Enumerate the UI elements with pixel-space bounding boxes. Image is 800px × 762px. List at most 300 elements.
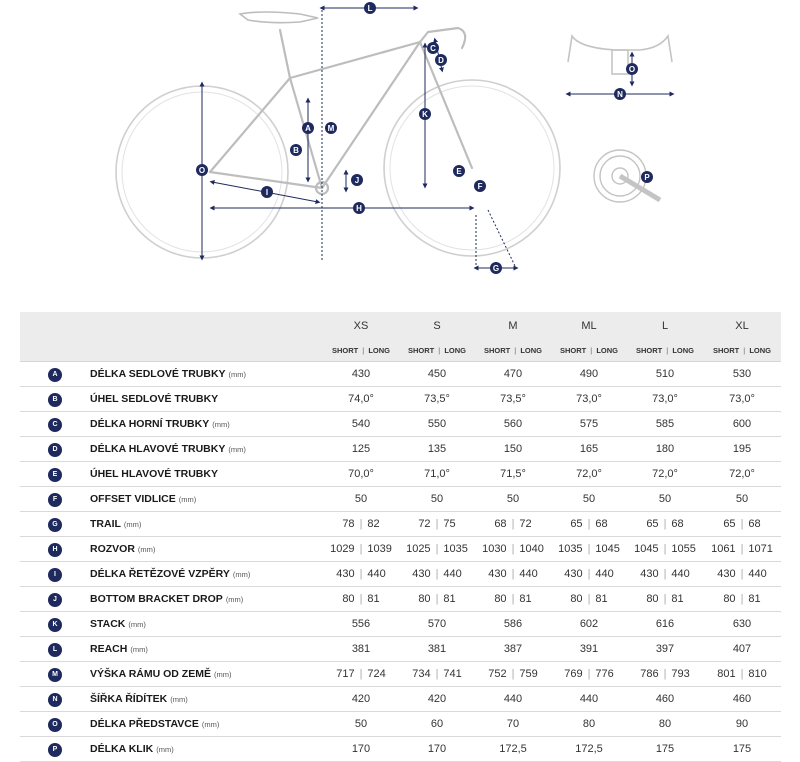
parameter-name: DÉLKA PŘEDSTAVCE	[90, 718, 199, 730]
value-long: 1071	[748, 543, 773, 555]
letter-badge: H	[48, 543, 62, 557]
value-short: 80	[342, 593, 355, 605]
value-short: 430	[640, 568, 659, 580]
value-short: 71,5°	[500, 468, 526, 480]
value-short: 391	[579, 643, 599, 655]
parameter-name: DÉLKA HORNÍ TRUBKY	[90, 418, 210, 430]
letter-badge: N	[48, 693, 62, 707]
value-long: 741	[443, 668, 462, 680]
value-short: 490	[579, 368, 599, 380]
value-cell	[627, 362, 703, 387]
value-long: 81	[595, 593, 608, 605]
separator: |	[359, 518, 363, 530]
diagram-label-M: M	[327, 124, 335, 133]
separator: |	[590, 346, 593, 355]
separator: |	[743, 346, 746, 355]
value-cell	[475, 412, 551, 437]
row-letter-cell	[20, 587, 90, 612]
geometry-row	[20, 487, 781, 512]
value-cell	[703, 412, 781, 437]
value-short: 195	[732, 443, 752, 455]
value-cell	[323, 637, 399, 662]
value-short: 734	[412, 668, 431, 680]
value-cell	[475, 612, 551, 637]
row-letter-cell	[20, 437, 90, 462]
parameter-name-cell	[90, 537, 323, 562]
parameter-unit: (mm)	[228, 445, 246, 454]
value-short: 1035	[558, 543, 583, 555]
separator: |	[511, 593, 515, 605]
value-short: 72,0°	[576, 468, 602, 480]
header-empty	[20, 312, 90, 340]
long-label: LONG	[596, 346, 619, 355]
value-cell	[703, 662, 781, 687]
parameter-unit: (mm)	[178, 495, 197, 504]
row-letter-cell	[20, 412, 90, 437]
value-cell	[703, 437, 781, 462]
value-short: 420	[427, 693, 447, 705]
parameter-name: STACK	[90, 618, 126, 630]
letter-badge: A	[48, 368, 62, 382]
geometry-row	[20, 587, 781, 612]
value-cell	[551, 437, 627, 462]
parameter-name-cell	[90, 662, 323, 687]
separator: |	[663, 518, 667, 530]
value-short: 73,0°	[652, 393, 678, 405]
value-short: 570	[427, 618, 447, 630]
value-short: 73,5°	[424, 393, 450, 405]
value-cell	[323, 512, 399, 537]
value-short: 460	[655, 693, 675, 705]
letter-badge: G	[48, 518, 62, 532]
value-short: 450	[427, 368, 447, 380]
value-cell	[323, 587, 399, 612]
parameter-name: ŠÍŘKA ŘÍDÍTEK	[90, 693, 168, 705]
value-cell	[399, 537, 475, 562]
value-short: 510	[655, 368, 675, 380]
parameter-name-cell	[90, 437, 323, 462]
value-cell	[627, 412, 703, 437]
parameter-name: ÚHEL SEDLOVÉ TRUBKY	[90, 393, 219, 405]
letter-badge: M	[48, 668, 62, 682]
geometry-table	[20, 312, 781, 762]
value-short: 80	[582, 718, 596, 730]
subheader-empty	[20, 340, 90, 362]
value-cell	[703, 562, 781, 587]
geometry-row	[20, 687, 781, 712]
value-long: 68	[748, 518, 761, 530]
separator: |	[740, 668, 744, 680]
value-long: 75	[443, 518, 456, 530]
value-cell	[551, 612, 627, 637]
value-short: 170	[351, 743, 371, 755]
separator: |	[740, 543, 744, 555]
value-cell	[627, 687, 703, 712]
parameter-name: ÚHEL HLAVOVÉ TRUBKY	[90, 468, 218, 480]
parameter-name: DÉLKA KLIK	[90, 743, 154, 755]
diagram-label-L: L	[367, 4, 373, 13]
size-header-l: L	[627, 312, 703, 340]
value-cell	[703, 687, 781, 712]
short-label: SHORT	[635, 346, 663, 355]
value-cell	[475, 387, 551, 412]
value-short: 50	[582, 493, 596, 505]
value-cell	[475, 512, 551, 537]
value-cell	[627, 712, 703, 737]
value-cell	[703, 737, 781, 762]
size-header-ml: ML	[551, 312, 627, 340]
separator: |	[359, 593, 363, 605]
value-short: 90	[735, 718, 749, 730]
value-cell	[323, 362, 399, 387]
value-short: 1061	[711, 543, 736, 555]
value-short: 72	[418, 518, 431, 530]
diagram-label-E: E	[456, 167, 462, 176]
value-short: 600	[732, 418, 752, 430]
separator: |	[359, 568, 363, 580]
separator: |	[663, 568, 667, 580]
parameter-name-cell	[90, 562, 323, 587]
letter-badge: O	[48, 718, 62, 732]
value-short: 175	[655, 743, 675, 755]
value-cell	[323, 562, 399, 587]
parameter-name-cell	[90, 462, 323, 487]
geometry-row	[20, 362, 781, 387]
value-cell	[551, 487, 627, 512]
value-cell	[703, 712, 781, 737]
value-cell	[399, 487, 475, 512]
letter-badge: E	[48, 468, 62, 482]
value-long: 440	[443, 568, 462, 580]
value-short: 460	[732, 693, 752, 705]
short-label: SHORT	[483, 346, 511, 355]
value-long: 1039	[367, 543, 392, 555]
geometry-row	[20, 512, 781, 537]
value-short: 530	[732, 368, 752, 380]
value-short: 72,0°	[652, 468, 678, 480]
value-cell	[551, 462, 627, 487]
value-short: 1045	[634, 543, 659, 555]
value-cell	[703, 612, 781, 637]
size-header-xl: XL	[703, 312, 781, 340]
value-cell	[551, 387, 627, 412]
value-cell	[703, 362, 781, 387]
short-label: SHORT	[712, 346, 740, 355]
short-long-label	[551, 340, 627, 362]
value-cell	[475, 362, 551, 387]
value-short: 575	[579, 418, 599, 430]
value-short: 470	[503, 368, 523, 380]
value-cell	[399, 662, 475, 687]
value-short: 430	[412, 568, 431, 580]
letter-badge: F	[48, 493, 62, 507]
geometry-row	[20, 412, 781, 437]
diagram-label-J: J	[354, 176, 360, 185]
value-short: 65	[723, 518, 736, 530]
geometry-row	[20, 737, 781, 762]
value-cell	[703, 462, 781, 487]
separator: |	[511, 543, 515, 555]
value-cell	[627, 587, 703, 612]
parameter-name: BOTTOM BRACKET DROP	[90, 593, 223, 605]
value-long: 72	[519, 518, 532, 530]
value-long: 68	[595, 518, 608, 530]
parameter-name-cell	[90, 412, 323, 437]
parameter-unit: (mm)	[156, 745, 174, 754]
value-cell	[323, 537, 399, 562]
geometry-row	[20, 712, 781, 737]
value-short: 135	[427, 443, 447, 455]
value-cell	[627, 487, 703, 512]
letter-badge: C	[48, 418, 62, 432]
value-short: 430	[564, 568, 583, 580]
value-short: 387	[503, 643, 523, 655]
value-cell	[551, 662, 627, 687]
value-cell	[627, 562, 703, 587]
value-short: 752	[488, 668, 507, 680]
value-long: 724	[367, 668, 386, 680]
saddle	[240, 12, 318, 23]
subheader-empty	[90, 340, 323, 362]
parameter-name: ROZVOR	[90, 543, 135, 555]
letter-badge: L	[48, 643, 62, 657]
parameter-name: DÉLKA HLAVOVÉ TRUBKY	[90, 443, 226, 455]
separator: |	[666, 346, 669, 355]
value-cell	[703, 487, 781, 512]
value-long: 82	[367, 518, 380, 530]
parameter-unit: (mm)	[228, 370, 247, 379]
value-long: 81	[443, 593, 456, 605]
value-long: 81	[748, 593, 761, 605]
letter-badge: B	[48, 393, 62, 407]
value-short: 786	[640, 668, 659, 680]
value-short: 430	[488, 568, 507, 580]
parameter-name-cell	[90, 512, 323, 537]
value-short: 540	[351, 418, 371, 430]
value-cell	[551, 737, 627, 762]
value-cell	[703, 387, 781, 412]
value-short: 381	[427, 643, 447, 655]
value-short: 769	[564, 668, 583, 680]
separator: |	[435, 543, 439, 555]
geometry-row	[20, 612, 781, 637]
value-short: 50	[506, 493, 520, 505]
value-cell	[703, 637, 781, 662]
value-short: 60	[430, 718, 444, 730]
value-short: 560	[503, 418, 523, 430]
short-long-label	[627, 340, 703, 362]
size-header-xs: XS	[323, 312, 399, 340]
value-cell	[475, 437, 551, 462]
value-cell	[551, 412, 627, 437]
value-cell	[627, 437, 703, 462]
value-short: 80	[658, 718, 672, 730]
long-label: LONG	[672, 346, 695, 355]
value-long: 81	[519, 593, 532, 605]
value-cell	[323, 737, 399, 762]
diagram-label-G: G	[492, 264, 500, 273]
parameter-name-cell	[90, 737, 323, 762]
value-long: 810	[748, 668, 767, 680]
value-cell	[399, 512, 475, 537]
value-cell	[323, 462, 399, 487]
value-cell	[399, 587, 475, 612]
parameter-name: OFFSET VIDLICE	[90, 493, 176, 505]
size-header-row	[20, 312, 781, 340]
bike-geometry-diagram	[0, 0, 800, 300]
value-cell	[475, 712, 551, 737]
value-short: 65	[646, 518, 659, 530]
separator: |	[587, 543, 591, 555]
value-short: 68	[494, 518, 507, 530]
parameter-unit: (mm)	[128, 620, 146, 629]
value-short: 440	[503, 693, 523, 705]
value-cell	[323, 687, 399, 712]
header-empty	[90, 312, 323, 340]
value-cell	[399, 737, 475, 762]
row-letter-cell	[20, 737, 90, 762]
separator: |	[663, 668, 667, 680]
value-cell	[399, 612, 475, 637]
separator: |	[435, 518, 439, 530]
diagram-label-C: C	[430, 44, 436, 53]
parameter-name-cell	[90, 387, 323, 412]
separator: |	[359, 543, 363, 555]
letter-badge: J	[48, 593, 62, 607]
row-letter-cell	[20, 362, 90, 387]
parameter-name: DÉLKA ŘETĚZOVÉ VZPĚRY	[90, 568, 230, 580]
value-short: 170	[427, 743, 447, 755]
parameter-unit: (mm)	[123, 520, 142, 529]
separator: |	[511, 668, 515, 680]
value-cell	[475, 462, 551, 487]
diagram-label-B: B	[293, 146, 299, 155]
geometry-row	[20, 387, 781, 412]
value-short: 440	[579, 693, 599, 705]
parameter-name: DÉLKA SEDLOVÉ TRUBKY	[90, 368, 226, 380]
value-short: 72,0°	[729, 468, 755, 480]
value-cell	[399, 712, 475, 737]
value-long: 440	[748, 568, 767, 580]
value-short: 50	[430, 493, 444, 505]
value-short: 80	[646, 593, 659, 605]
value-short: 550	[427, 418, 447, 430]
value-long: 440	[671, 568, 690, 580]
parameter-unit: (mm)	[130, 645, 148, 654]
value-long: 440	[367, 568, 386, 580]
value-short: 801	[717, 668, 736, 680]
separator: |	[362, 346, 365, 355]
value-short: 1025	[406, 543, 431, 555]
diagram-label-F: F	[477, 182, 483, 191]
value-short: 586	[503, 618, 523, 630]
value-cell	[475, 587, 551, 612]
value-cell	[475, 662, 551, 687]
value-short: 585	[655, 418, 675, 430]
separator: |	[663, 543, 667, 555]
value-cell	[551, 687, 627, 712]
value-short: 50	[354, 493, 368, 505]
value-short: 420	[351, 693, 371, 705]
separator: |	[511, 518, 515, 530]
value-cell	[475, 487, 551, 512]
value-short: 616	[655, 618, 675, 630]
parameter-name: TRAIL	[90, 518, 121, 530]
value-cell	[627, 737, 703, 762]
value-cell	[627, 637, 703, 662]
value-long: 793	[671, 668, 690, 680]
separator: |	[359, 668, 363, 680]
separator: |	[740, 518, 744, 530]
value-cell	[627, 537, 703, 562]
value-long: 1035	[443, 543, 468, 555]
parameter-name-cell	[90, 687, 323, 712]
short-label: SHORT	[559, 346, 587, 355]
short-long-header-row	[20, 340, 781, 362]
value-short: 430	[717, 568, 736, 580]
separator: |	[740, 593, 744, 605]
value-long: 1045	[595, 543, 620, 555]
geometry-row	[20, 662, 781, 687]
value-long: 440	[519, 568, 538, 580]
value-long: 440	[595, 568, 614, 580]
diagram-label-K: K	[422, 110, 428, 119]
value-cell	[551, 362, 627, 387]
diagram-label-I: I	[265, 188, 269, 197]
diagram-label-P: P	[644, 173, 650, 182]
parameter-unit: (mm)	[170, 695, 188, 704]
value-short: 50	[735, 493, 749, 505]
value-long: 1055	[671, 543, 696, 555]
long-label: LONG	[749, 346, 772, 355]
value-long: 776	[595, 668, 614, 680]
value-short: 78	[342, 518, 355, 530]
parameter-name-cell	[90, 362, 323, 387]
separator: |	[511, 568, 515, 580]
size-header-m: M	[475, 312, 551, 340]
handlebar-top-view	[568, 36, 672, 74]
parameter-unit: (mm)	[213, 670, 232, 679]
value-short: 80	[418, 593, 431, 605]
separator: |	[514, 346, 517, 355]
separator: |	[435, 668, 439, 680]
geometry-row	[20, 437, 781, 462]
value-short: 1029	[330, 543, 355, 555]
value-short: 71,0°	[424, 468, 450, 480]
value-short: 430	[336, 568, 355, 580]
value-cell	[399, 687, 475, 712]
diagram-label-H: H	[356, 204, 362, 213]
value-cell	[703, 537, 781, 562]
value-cell	[627, 512, 703, 537]
separator: |	[435, 568, 439, 580]
value-long: 759	[519, 668, 538, 680]
value-short: 80	[723, 593, 736, 605]
value-short: 397	[655, 643, 675, 655]
value-cell	[703, 512, 781, 537]
diagram-label-A: A	[305, 124, 311, 133]
long-label: LONG	[444, 346, 467, 355]
geometry-row	[20, 462, 781, 487]
value-cell	[323, 437, 399, 462]
value-cell	[627, 612, 703, 637]
value-long: 81	[671, 593, 684, 605]
long-label: LONG	[520, 346, 543, 355]
row-letter-cell	[20, 612, 90, 637]
value-cell	[551, 512, 627, 537]
value-cell	[323, 412, 399, 437]
value-cell	[399, 412, 475, 437]
